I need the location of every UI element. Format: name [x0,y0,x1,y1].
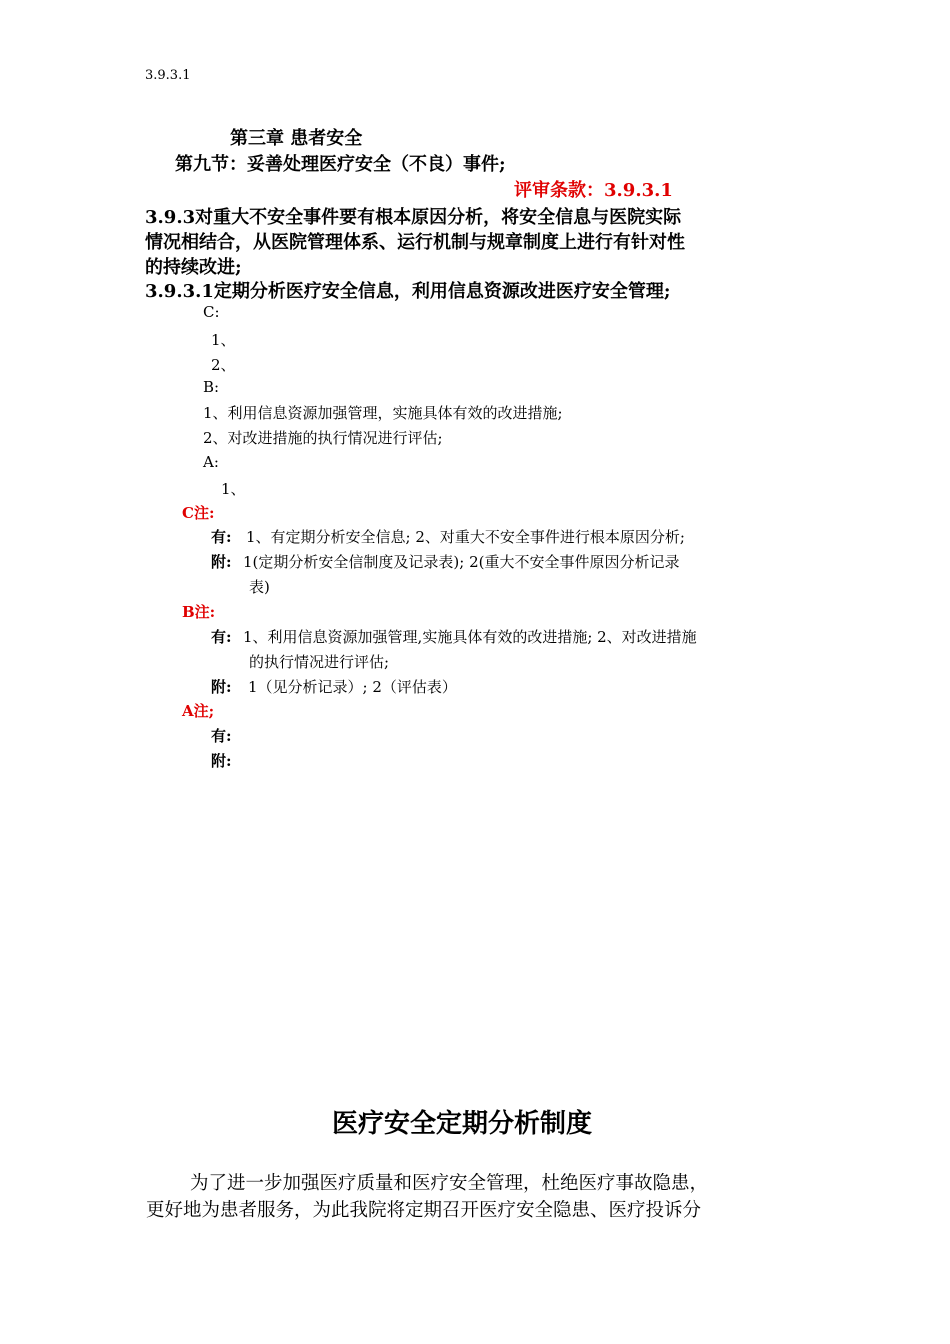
standard-3931: 3.9.3.1定期分析医疗安全信息，利用信息资源改进医疗安全管理; [145,281,671,302]
section-heading: 第九节：妥善处理医疗安全（不良）事件; [175,154,506,175]
grade-c-label: C: [203,303,220,321]
a-note-heading: A注; [182,702,215,720]
review-clause: 评审条款：3.9.3.1 [514,180,673,201]
document-title: 医疗安全定期分析制度 [332,1109,593,1139]
grade-a-label: A: [203,453,219,471]
b-note-you-label: 有: [211,628,232,646]
c-note-you-label: 有: [211,528,232,546]
grade-b-label: B: [203,378,220,396]
paragraph-line-2: 更好地为患者服务，为此我院将定期召开医疗安全隐患、医疗投诉分 [146,1200,702,1221]
b-note-fu-text: 1（见分析记录）; 2（评估表） [248,678,457,696]
b-note-you-line1: 1、利用信息资源加强管理,实施具体有效的改进措施; 2、对改进措施 [243,628,697,646]
a-note-fu-label: 附: [211,752,232,770]
c-note-you-text: 1、有定期分析安全信息; 2、对重大不安全事件进行根本原因分析; [246,528,685,546]
b-note-you-line2: 的执行情况进行评估; [249,653,390,671]
grade-c-item-2: 2、 [211,356,236,374]
b-note-heading: B注: [182,603,216,621]
c-note-fu-line2: 表) [249,578,270,596]
standard-393-line1: 3.9.3对重大不安全事件要有根本原因分析，将安全信息与医院实际 [145,207,682,228]
page-ref: 3.9.3.1 [145,68,191,83]
c-note-heading: C注: [182,504,215,522]
standard-393-line2: 情况相结合，从医院管理体系、运行机制与规章制度上进行有针对性 [145,232,685,253]
grade-c-item-1: 1、 [211,331,236,349]
chapter-heading: 第三章 患者安全 [230,128,363,149]
c-note-fu-line1: 1(定期分析安全信制度及记录表); 2(重大不安全事件原因分析记录 [243,553,680,571]
b-note-fu-label: 附: [211,678,232,696]
grade-b-item-2: 2、对改进措施的执行情况进行评估; [203,429,443,447]
grade-b-item-1: 1、利用信息资源加强管理，实施具体有效的改进措施; [203,404,563,422]
grade-a-item-1: 1、 [221,480,246,498]
a-note-you-label: 有: [211,727,232,745]
paragraph-line-1: 为了进一步加强医疗质量和医疗安全管理，杜绝医疗事故隐患， [190,1173,709,1194]
standard-393-line3: 的持续改进; [145,257,242,278]
c-note-fu-label: 附: [211,553,232,571]
